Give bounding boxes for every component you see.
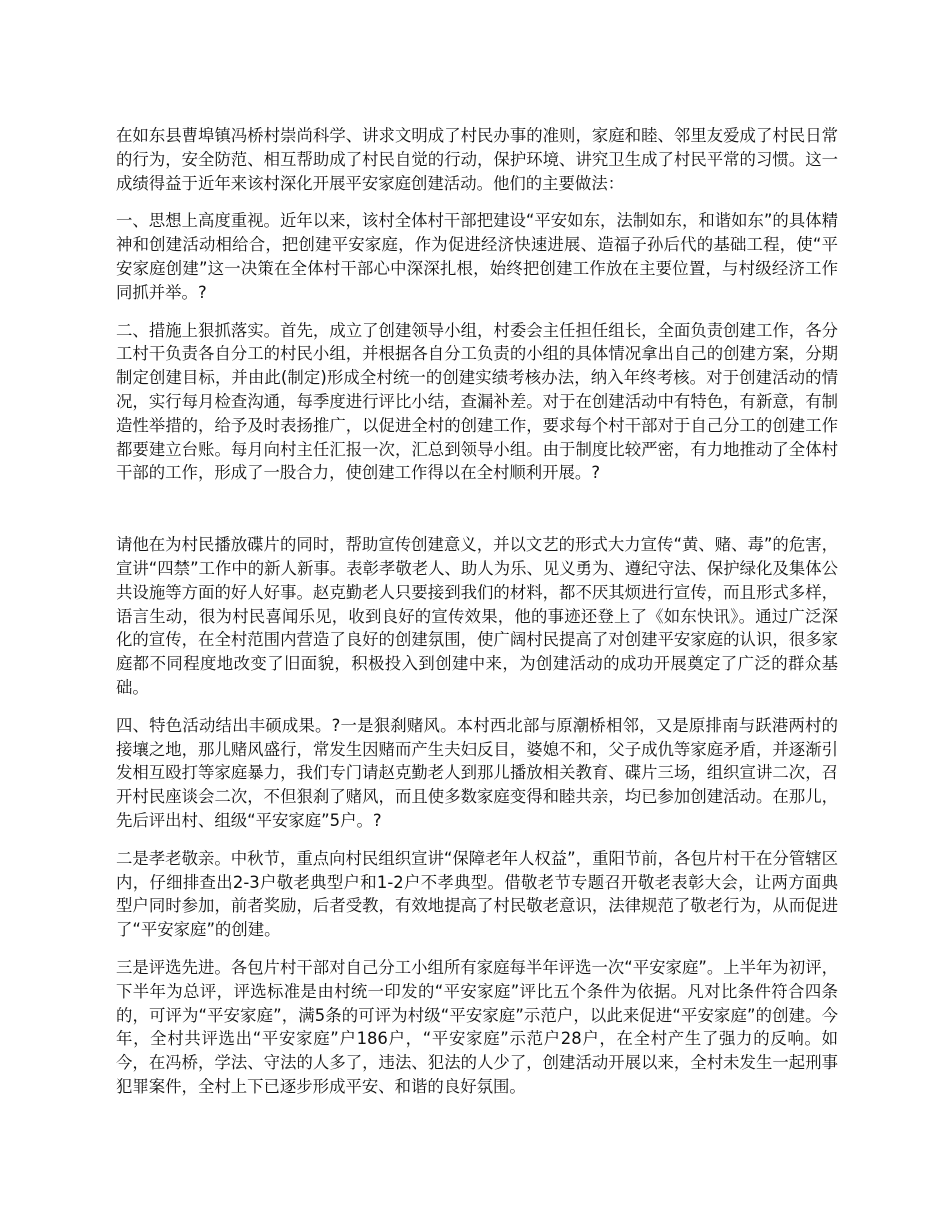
paragraph-section-one: 一、思想上高度重视。近年以来，该村全体村干部把建设“平安如东，法制如东，和谐如东”的具体精神和创建活动相给合，把创建平安家庭，作为促进经济快速进展、造福子孙后代的基础工程，使“平安家庭创建”这一决策在全体村干部心中深深扎根，始终把创建工作放在主要位置，与村级经济工作同抓并举。? bbox=[116, 211, 838, 302]
paragraph-section-four: 四、特色活动结出丰硕成果。?一是狠刹赌风。本村西北部与原潮桥相邻，又是原排南与跃港两村的接壤之地，那儿赌风盛行，常发生因赌而产生夫妇反目，婆媳不和，父子成仇等家庭矛盾，并逐渐引发相互殴打等家庭暴力，我们专门请赵克勤老人到那儿播放相关教育、碟片三场，组织宣讲二次，召开村民座谈会二次，不但狠刹了赌风，而且使多数家庭变得和睦共亲，均已参加创建活动。在那儿，先后评出村、组级“平安家庭”5户。? bbox=[116, 715, 838, 830]
document-body bbox=[116, 124, 838, 1113]
paragraph-publicity: 请他在为村民播放碟片的同时，帮助宣传创建意义，并以文艺的形式大力宣传“黄、赌、毒”的危害，宣讲“四禁”工作中的新人新事。表彰孝敬老人、助人为乐、见义勇为、遵纪守法、保护绿化及集体公共设施等方面的好人好事。赵克勤老人只要接到我们的材料，都不厌其烦进行宣传，而且形式多样，语言生动，很为村民喜闻乐见，收到良好的宣传效果，他的事迹还登上了《如东快讯》。通过广泛深化的宣传，在全村范围内营造了良好的创建氛围，使广阔村民提高了对创建平安家庭的认识，很多家庭都不同程度地改变了旧面貌，积极投入到创建中来，为创建活动的成功开展奠定了广泛的群众基础。 bbox=[116, 535, 838, 697]
paragraph-selection: 三是评选先进。各包片村干部对自己分工小组所有家庭每半年评选一次“平安家庭”。上半年为初评，下半年为总评，评选标准是由村统一印发的“平安家庭”评比五个条件为依据。凡对比条件符合四条的，可评为“平安家庭”，满5条的可评为村级“平安家庭”示范户，以此来促进“平安家庭”的创建。今年，全村共评选出“平安家庭”户186户，“平安家庭”示范户28户，在全村产生了强力的反响。如今，在冯桥，学法、守法的人多了，违法、犯法的人少了，创建活动开展以来，全村未发生一起刑事犯罪案件，全村上下已逐步形成平安、和谐的良好氛围。 bbox=[116, 957, 838, 1096]
paragraph-intro: 在如东县曹埠镇冯桥村崇尚科学、讲求文明成了村民办事的准则，家庭和睦、邻里友爱成了村民日常的行为，安全防范、相互帮助成了村民自觉的行动，保护环境、讲究卫生成了村民平常的习惯。这一成绩得益于近年来该村深化开展平安家庭创建活动。他们的主要做法： bbox=[116, 126, 838, 193]
paragraph-section-two: 二、措施上狠抓落实。首先，成立了创建领导小组，村委会主任担任组长，全面负责创建工作，各分工村干负责各自分工的村民小组，并根据各自分工负责的小组的具体情况拿出自己的创建方案，分期制定创建目标，并由此(制定)形成全村统一的创建实绩考核办法，纳入年终考核。对于创建活动的情况，实行每月检查沟通，每季度进行评比小结，查漏补差。对于在创建活动中有特色，有新意，有制造性举措的，给予及时表扬推广，以促进全村的创建工作，要求每个村干部对于自己分工的创建工作都要建立台账。每月向村主任汇报一次，汇总到领导小组。由于制度比较严密，有力地推动了全体村干部的工作，形成了一股合力，使创建工作得以在全村顺利开展。? bbox=[116, 320, 838, 483]
paragraph-filial-piety: 二是孝老敬亲。中秋节，重点向村民组织宣讲“保障老年人权益”，重阳节前，各包片村干在分管辖区内，仔细排查出2-3户敬老典型户和1-2户不孝典型。借敬老节专题召开敬老表彰大会，让两方面典型户同时参加，前者奖励，后者受教，有效地提高了村民敬老意识，法律规范了敬老行为，从而促进了“平安家庭”的创建。 bbox=[116, 848, 838, 940]
